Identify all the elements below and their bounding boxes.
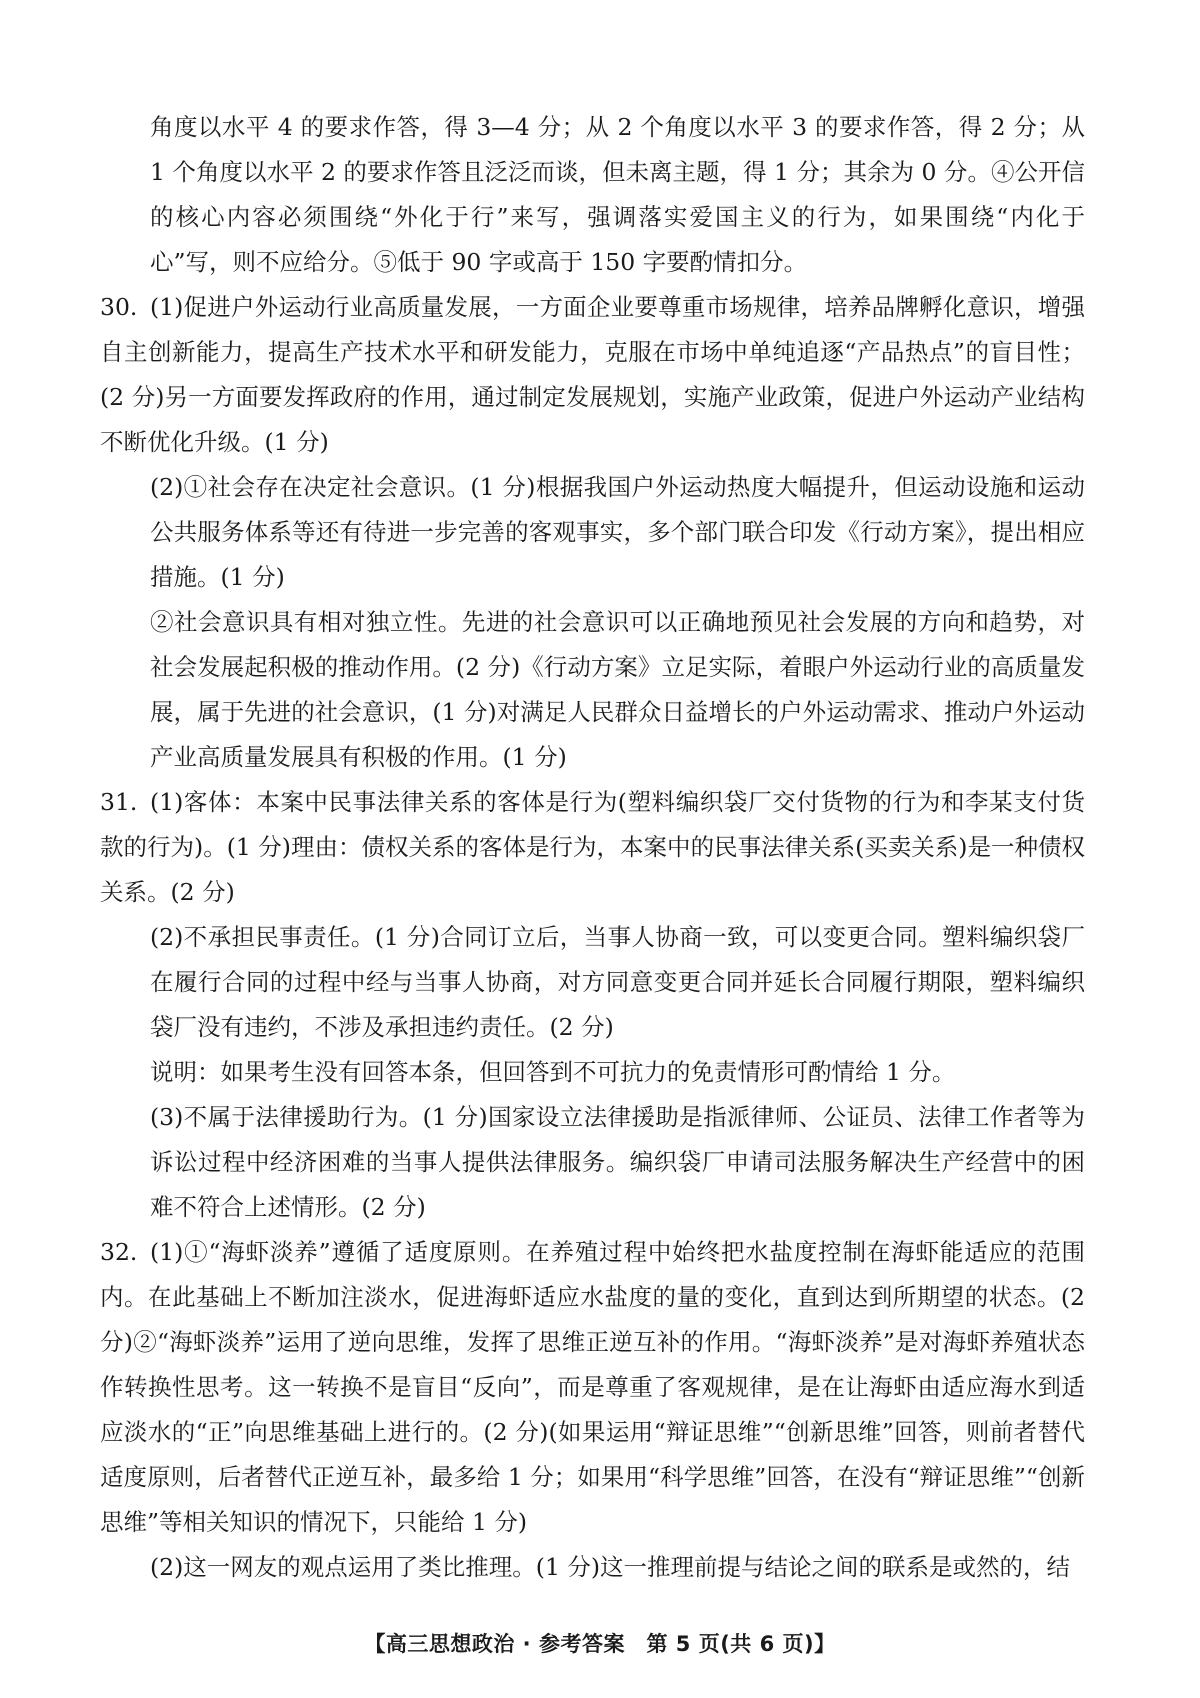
question-31-note <box>150 1050 1085 1095</box>
question-31-part-1 <box>100 780 1085 915</box>
paragraph-text: (1)促进户外运动行业高质量发展，一方面企业要尊重市场规律，培养品牌孵化意识，增强自主创新能力，提高生产技术水平和研发能力，克服在市场中单纯追逐“产品热点”的盲目性；(2 分)另一方面要发挥政府的作用，通过制定发展规划，实施产业政策，促进户外运动产业结构不断优化升级。(1 分) <box>100 293 1085 456</box>
question-number: 31. <box>100 788 138 816</box>
paragraph-text: 角度以水平 4 的要求作答，得 3—4 分；从 2 个角度以水平 3 的要求作答，得 2 分；从 1 个角度以水平 2 的要求作答且泛泛而谈，但未离主题，得 1 分；其余为 0 分。④公开信的核心内容必须围绕“外化于行”来写，强调落实爱国主义的行为，如果围绕“内化于心”写，则不应给分。⑤低于 90 字或高于 150 字要酌情扣分。 <box>150 113 1085 276</box>
paragraph-text: 说明：如果考生没有回答本条，但回答到不可抗力的免责情形可酌情给 1 分。 <box>150 1058 956 1086</box>
question-number: 30. <box>100 293 138 321</box>
question-30-part-2-a <box>150 465 1085 600</box>
paragraph-text: (3)不属于法律援助行为。(1 分)国家设立法律援助是指派律师、公证员、法律工作者等为诉讼过程中经济困难的当事人提供法律服务。编织袋厂申请司法服务解决生产经营中的困难不符合上述情形。(2 分) <box>150 1103 1085 1221</box>
paragraph-text: (2)不承担民事责任。(1 分)合同订立后，当事人协商一致，可以变更合同。塑料编织袋厂在履行合同的过程中经与当事人协商，对方同意变更合同并延长合同履行期限，塑料编织袋厂没有违约，不涉及承担违约责任。(2 分) <box>150 923 1085 1041</box>
question-number: 32. <box>100 1238 138 1266</box>
question-30-part-1 <box>100 285 1085 465</box>
question-31-part-3 <box>150 1095 1085 1230</box>
question-32-part-2 <box>150 1545 1085 1590</box>
paragraph-text: (1)①“海虾淡养”遵循了适度原则。在养殖过程中始终把水盐度控制在海虾能适应的范围内。在此基础上不断加注淡水，促进海虾适应水盐度的量的变化，直到达到所期望的状态。(2 分)②“海虾淡养”运用了逆向思维，发挥了思维正逆互补的作用。“海虾淡养”是对海虾养殖状态作转换性思考。这一转换不是盲目“反向”，而是尊重了客观规律，是在让海虾由适应海水到适应淡水的“正”向思维基础上进行的。(2 分)(如果运用“辩证思维”“创新思维”回答，则前者替代适度原则，后者替代正逆互补，最多给 1 分；如果用“科学思维”回答，在没有“辩证思维”“创新思维”等相关知识的情况下，只能给 1 分) <box>100 1238 1085 1536</box>
page-footer: 【高三思想政治 · 参考答案 第 5 页(共 6 页)】 <box>364 1632 836 1656</box>
paragraph-29-scoring-continued <box>150 105 1085 285</box>
paragraph-text: (1)客体：本案中民事法律关系的客体是行为(塑料编织袋厂交付货物的行为和李某支付货款的行为)。(1 分)理由：债权关系的客体是行为，本案中的民事法律关系(买卖关系)是一种债权关系。(2 分) <box>100 788 1085 906</box>
paragraph-text: (2)①社会存在决定社会意识。(1 分)根据我国户外运动热度大幅提升，但运动设施和运动公共服务体系等还有待进一步完善的客观事实，多个部门联合印发《行动方案》，提出相应措施。(1 分) <box>150 473 1085 591</box>
answer-content <box>100 105 1085 1590</box>
question-32-part-1 <box>100 1230 1085 1545</box>
paragraph-text: (2)这一网友的观点运用了类比推理。(1 分)这一推理前提与结论之间的联系是或然的，结 <box>150 1553 1071 1581</box>
question-31-part-2 <box>150 915 1085 1050</box>
paragraph-text: ②社会意识具有相对独立性。先进的社会意识可以正确地预见社会发展的方向和趋势，对社会发展起积极的推动作用。(2 分)《行动方案》立足实际，着眼户外运动行业的高质量发展，属于先进的社会意识，(1 分)对满足人民群众日益增长的户外运动需求、推动户外运动产业高质量发展具有积极的作用。(1 分) <box>150 608 1085 771</box>
question-30-part-2-b <box>150 600 1085 780</box>
